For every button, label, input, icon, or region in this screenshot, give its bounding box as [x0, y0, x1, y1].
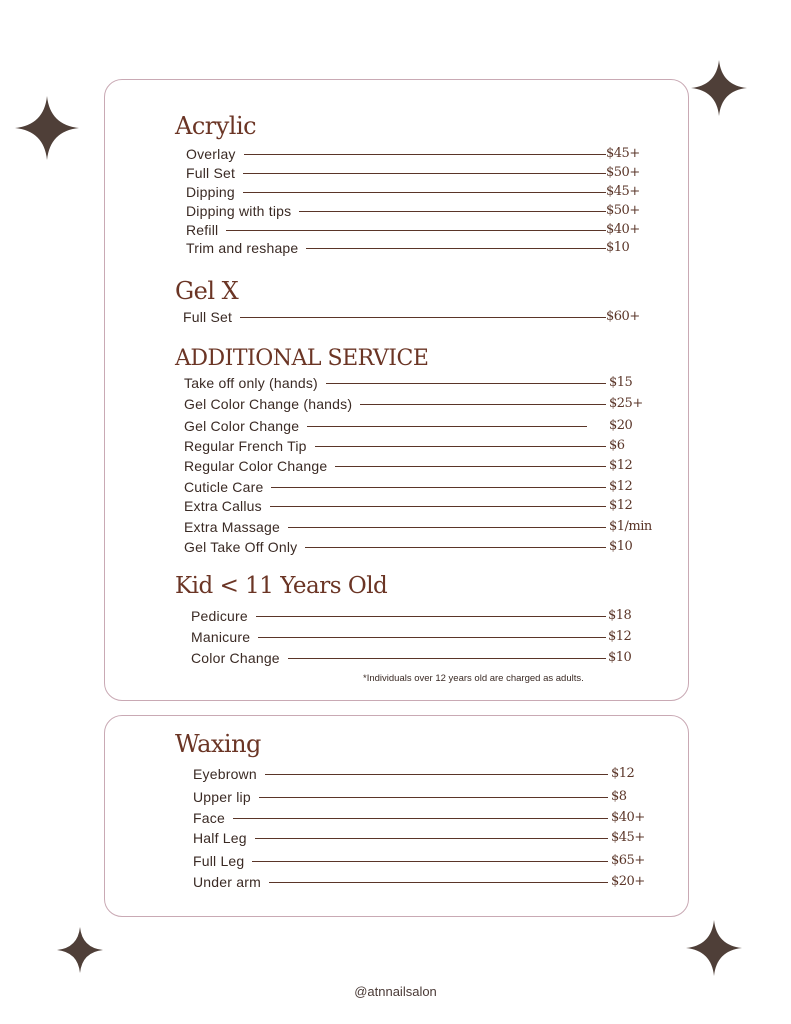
sparkle-icon-bottom-right: [686, 920, 742, 976]
services-card: [104, 79, 689, 701]
leader-line: [307, 426, 587, 427]
leader-line: [335, 466, 606, 467]
service-label: Manicure: [191, 629, 251, 645]
service-label: Gel Color Change (hands): [184, 396, 353, 412]
leader-line: [288, 658, 606, 659]
service-price: $12: [608, 629, 632, 644]
leader-line: [326, 383, 606, 384]
kids-title: Kid < 11 Years Old: [175, 573, 388, 599]
price-row: [105, 457, 685, 475]
service-price: $10: [606, 240, 630, 255]
leader-line: [240, 317, 606, 318]
service-label: Gel Color Change: [184, 418, 300, 434]
service-label: Refill: [186, 222, 219, 238]
waxing-title: Waxing: [175, 730, 261, 758]
service-price: $50+: [606, 203, 640, 218]
leader-line: [244, 154, 606, 155]
price-row: [105, 221, 685, 239]
price-row: [105, 202, 685, 220]
service-price: $18: [608, 608, 632, 623]
service-label: Overlay: [186, 146, 236, 162]
leader-line: [243, 192, 606, 193]
leader-line: [306, 248, 606, 249]
leader-line: [252, 861, 608, 862]
price-row: [105, 607, 685, 625]
price-row: [105, 145, 685, 163]
leader-line: [288, 527, 606, 528]
leader-line: [259, 797, 608, 798]
kids-note: *Individuals over 12 years old are charged as adults.: [363, 673, 584, 684]
service-price: $45+: [611, 830, 645, 845]
service-price: $45+: [606, 184, 640, 199]
service-price: $10: [608, 650, 632, 665]
service-label: Take off only (hands): [184, 375, 318, 391]
leader-line: [299, 211, 606, 212]
service-price: $25+: [609, 396, 643, 411]
service-price: $40+: [606, 222, 640, 237]
waxing-card: [104, 715, 689, 917]
price-row: [105, 374, 685, 392]
service-price: $15: [609, 375, 633, 390]
service-price: $12: [609, 458, 633, 473]
price-row: [105, 239, 685, 257]
leader-line: [269, 882, 608, 883]
service-label: Eyebrown: [193, 766, 257, 782]
service-label: Full Leg: [193, 853, 245, 869]
service-label: Dipping with tips: [186, 203, 292, 219]
service-label: Regular French Tip: [184, 438, 307, 454]
service-price: $8: [611, 789, 627, 804]
price-row: [105, 649, 685, 667]
price-row: [105, 417, 685, 435]
price-row: [105, 164, 685, 182]
leader-line: [265, 774, 608, 775]
service-price: $12: [611, 766, 635, 781]
leader-line: [271, 487, 606, 488]
service-label: Under arm: [193, 874, 261, 890]
service-label: Gel Take Off Only: [184, 539, 298, 555]
additional-title: ADDITIONAL SERVICE: [175, 346, 429, 371]
leader-line: [226, 230, 606, 231]
leader-line: [360, 404, 606, 405]
leader-line: [270, 506, 606, 507]
service-label: Full Set: [183, 309, 233, 325]
price-row: [105, 765, 685, 783]
sparkle-icon-bottom-left: [57, 927, 103, 973]
leader-line: [243, 173, 606, 174]
service-price: $50+: [606, 165, 640, 180]
price-row: [105, 538, 685, 556]
price-row: [105, 628, 685, 646]
price-row: [105, 809, 685, 827]
price-row: [105, 788, 685, 806]
service-price: $12: [609, 479, 633, 494]
footer-handle[interactable]: @atnnailsalon: [354, 984, 437, 999]
service-label: Dipping: [186, 184, 235, 200]
price-row: [105, 183, 685, 201]
service-price: $65+: [611, 853, 645, 868]
service-price: $60+: [606, 309, 640, 324]
price-row: [105, 518, 685, 536]
service-price: $12: [609, 498, 633, 513]
price-row: [105, 852, 685, 870]
acrylic-title: Acrylic: [175, 112, 257, 140]
service-label: Face: [193, 810, 225, 826]
price-row: [105, 437, 685, 455]
gelx-title: Gel X: [175, 277, 239, 305]
service-label: Color Change: [191, 650, 280, 666]
service-price: $20+: [611, 874, 645, 889]
service-price: $20: [609, 418, 633, 433]
sparkle-icon-top-left: [15, 96, 79, 160]
price-row: [105, 308, 685, 326]
price-row: [105, 395, 685, 413]
service-price: $6: [609, 438, 625, 453]
leader-line: [315, 446, 606, 447]
leader-line: [258, 637, 606, 638]
leader-line: [255, 838, 608, 839]
price-row: [105, 497, 685, 515]
price-row: [105, 478, 685, 496]
service-label: Half Leg: [193, 830, 247, 846]
service-label: Cuticle Care: [184, 479, 264, 495]
service-label: Pedicure: [191, 608, 248, 624]
leader-line: [233, 818, 608, 819]
service-label: Full Set: [186, 165, 236, 181]
service-label: Extra Callus: [184, 498, 262, 514]
service-label: Extra Massage: [184, 519, 280, 535]
service-price: $1/min: [609, 519, 652, 534]
sparkle-icon-top-right: [691, 60, 747, 116]
leader-line: [256, 616, 606, 617]
service-price: $10: [609, 539, 633, 554]
price-row: [105, 829, 685, 847]
leader-line: [305, 547, 606, 548]
service-label: Upper lip: [193, 789, 251, 805]
service-label: Regular Color Change: [184, 458, 328, 474]
service-price: $40+: [611, 810, 645, 825]
price-row: [105, 873, 685, 891]
service-label: Trim and reshape: [186, 240, 299, 256]
service-price: $45+: [606, 146, 640, 161]
